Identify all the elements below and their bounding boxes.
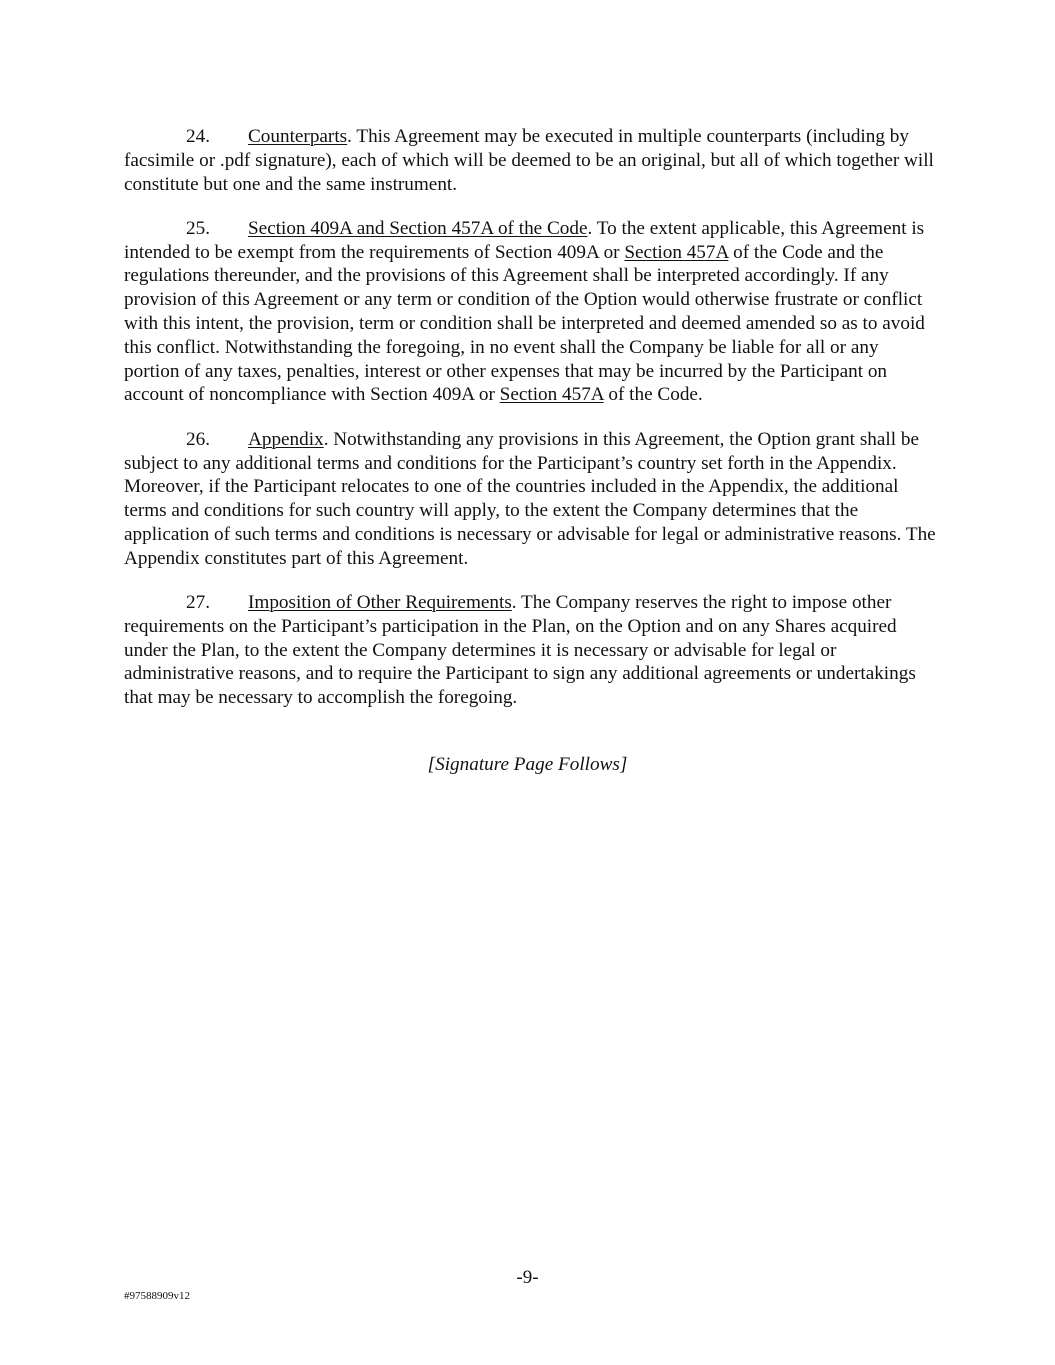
document-id: #97588909v12 bbox=[124, 1290, 190, 1302]
section-number: 24. bbox=[186, 126, 210, 147]
section-reference: Section 457A bbox=[624, 241, 729, 263]
section-reference: Section 457A bbox=[499, 384, 604, 406]
section-text: . This Agreement may be executed in multiple counterparts (including by facsimile or .pdf signature), each of which will be deemed to be an original, but all of which together will constitute but one and the same instrument. bbox=[124, 126, 934, 195]
page-number: -9- bbox=[516, 1267, 539, 1288]
section-text: . Notwithstanding any provisions in this Agreement, the Option grant shall be subject to any additional terms and conditions for the Participant’s country set forth in the Appendix. Moreover, if the Participant relocates to one of the countries included in the Appendix, the additional terms and conditions for such country will apply, to the extent the Company determines that the application of such terms and conditions is necessary or advisable for legal or administrative reasons. The Appendix constitutes part of this Agreement. bbox=[124, 428, 936, 569]
section-heading: Section 409A and Section 457A of the Code bbox=[248, 217, 588, 239]
section-text: . To the extent applicable, this Agreement is intended to be exempt from the requirements of Section 409A or bbox=[124, 217, 925, 263]
section-text: of the Code. bbox=[603, 384, 703, 406]
section-heading: Appendix bbox=[248, 428, 324, 450]
section-25 bbox=[124, 217, 936, 407]
section-number: 25. bbox=[186, 217, 210, 239]
section-27 bbox=[124, 591, 936, 710]
section-text: . The Company reserves the right to impose other requirements on the Participant’s participation in the Plan, on the Option and on any Shares acquired under the Plan, to the extent the Company determines it is necessary or advisable for legal or administrative reasons, and to require the Participant to sign any additional agreements or undertakings that may be necessary to accomplish the foregoing. bbox=[124, 592, 916, 709]
section-heading: Counterparts bbox=[248, 126, 348, 147]
section-24 bbox=[124, 125, 936, 196]
section-26 bbox=[124, 428, 936, 571]
section-text: of the Code and the regulations thereunder, and the provisions of this Agreement shall be interpreted accordingly. If any provision of this Agreement or any term or condition of the Option would otherwise frustrate or conflict with this intent, the provision, term or condition shall be interpreted and deemed amended so as to avoid this conflict. Notwithstanding the foregoing, in no event shall the Company be liable for all or any portion of any taxes, penalties, interest or other expenses that may be incurred by the Participant on account of noncompliance with Section 409A or bbox=[124, 241, 925, 406]
document-body bbox=[124, 125, 936, 731]
section-heading: Imposition of Other Requirements bbox=[248, 592, 512, 614]
section-number: 26. bbox=[186, 428, 210, 450]
signature-page-note: [Signature Page Follows] bbox=[427, 754, 628, 775]
section-number: 27. bbox=[186, 592, 210, 614]
